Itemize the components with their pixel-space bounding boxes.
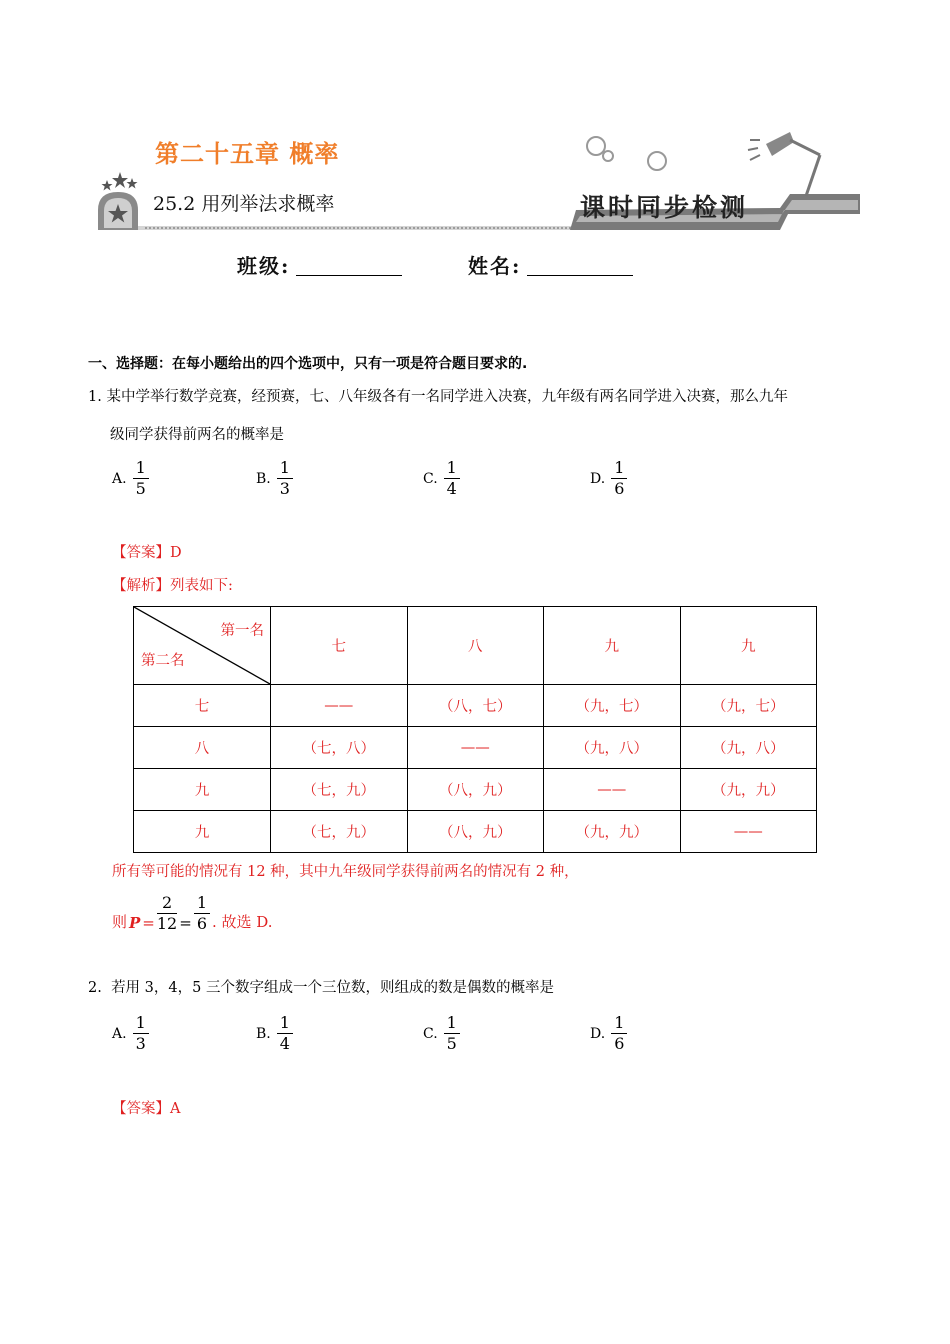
table-cell: （九，七） — [544, 685, 681, 727]
table-header-row — [134, 607, 817, 685]
corner-bottom-label: 第二名 — [141, 653, 185, 669]
table-row — [134, 769, 817, 811]
table-row — [134, 685, 817, 727]
table-cell: （八，九） — [407, 811, 544, 853]
name-field — [468, 250, 633, 279]
class-label: 班级: — [237, 254, 291, 278]
q2-text: 2. 若用 3，4，5 三个数字组成一个三位数，则组成的数是偶数的概率是 — [88, 980, 554, 996]
q1-text-line2: 级同学获得前两名的概率是 — [110, 427, 284, 443]
table-cell: （七，九） — [271, 769, 408, 811]
badge-icon — [98, 192, 138, 230]
lamp-icon — [748, 132, 820, 196]
q2-option-c[interactable]: C. $\frac{1}{5}$ — [423, 1013, 460, 1054]
q2-answer: 【答案】A — [112, 1101, 181, 1117]
q1-option-a[interactable]: A. $\frac{1}{5}$ — [112, 458, 149, 499]
q2-option-a[interactable]: A. $\frac{1}{3}$ — [112, 1013, 149, 1054]
table-cell: （九，九） — [544, 811, 681, 853]
bubble-icon — [587, 137, 666, 170]
table-cell: （七，九） — [271, 811, 408, 853]
table-cell: —— — [271, 685, 408, 727]
name-label: 姓名: — [468, 254, 522, 278]
q1-option-c[interactable]: C. $\frac{1}{4}$ — [423, 458, 460, 499]
q1-option-b[interactable]: B. $\frac{1}{3}$ — [256, 458, 293, 499]
chapter-title: 第二十五章 概率 — [155, 140, 340, 168]
col-header: 七 — [271, 607, 408, 685]
table-cell: —— — [680, 811, 817, 853]
table-cell: （九，八） — [544, 727, 681, 769]
table-corner-cell — [134, 607, 271, 685]
table-cell: —— — [407, 727, 544, 769]
class-blank[interactable] — [296, 255, 402, 276]
q1-conclusion: 所有等可能的情况有 12 种，其中九年级同学获得前两名的情况有 2 种， — [112, 864, 579, 880]
table-cell: （九，七） — [680, 685, 817, 727]
section-heading: 一、选择题：在每小题给出的四个选项中，只有一项是符合题目要求的. — [88, 356, 528, 372]
q2-number: 2. — [88, 980, 102, 996]
table-cell: （七，八） — [271, 727, 408, 769]
table-cell: （九，八） — [680, 727, 817, 769]
col-header: 八 — [407, 607, 544, 685]
row-header: 九 — [134, 769, 271, 811]
outcome-table — [133, 606, 817, 853]
q1-formula: 则 P = $\frac{2}{12}$ = $\frac{1}{6}$ . 故选 D. — [112, 893, 273, 933]
star-icon — [102, 172, 138, 191]
col-header: 九 — [680, 607, 817, 685]
q1-number: 1. — [88, 389, 102, 405]
header-banner — [90, 110, 865, 235]
brand-title: 课时同步检测 — [580, 193, 749, 222]
table-cell: —— — [544, 769, 681, 811]
fraction-1-6: $\frac{1}{6}$ — [194, 893, 210, 934]
table-cell: （九，九） — [680, 769, 817, 811]
fraction-2-12: $\frac{2}{12}$ — [156, 893, 178, 933]
q2-option-d[interactable]: D. $\frac{1}{6}$ — [590, 1013, 627, 1054]
section-title: 25.2 用列举法求概率 — [153, 193, 335, 215]
row-header: 八 — [134, 727, 271, 769]
table-row — [134, 727, 817, 769]
name-blank[interactable] — [527, 255, 633, 276]
corner-top-label: 第一名 — [220, 623, 264, 639]
table-cell: （八，七） — [407, 685, 544, 727]
q1-analysis: 【解析】列表如下: — [112, 578, 233, 594]
q1-option-d[interactable]: D. $\frac{1}{6}$ — [590, 458, 627, 499]
table-row — [134, 811, 817, 853]
table-cell: （八，九） — [407, 769, 544, 811]
row-header: 七 — [134, 685, 271, 727]
q1-text-line1: 1. 某中学举行数学竞赛，经预赛，七、八年级各有一名同学进入决赛，九年级有两名同学进入决赛，那么九年 — [88, 389, 788, 405]
row-header: 九 — [134, 811, 271, 853]
class-field — [237, 250, 402, 279]
q1-answer: 【答案】D — [112, 545, 182, 561]
q2-option-b[interactable]: B. $\frac{1}{4}$ — [256, 1013, 293, 1054]
col-header: 九 — [544, 607, 681, 685]
